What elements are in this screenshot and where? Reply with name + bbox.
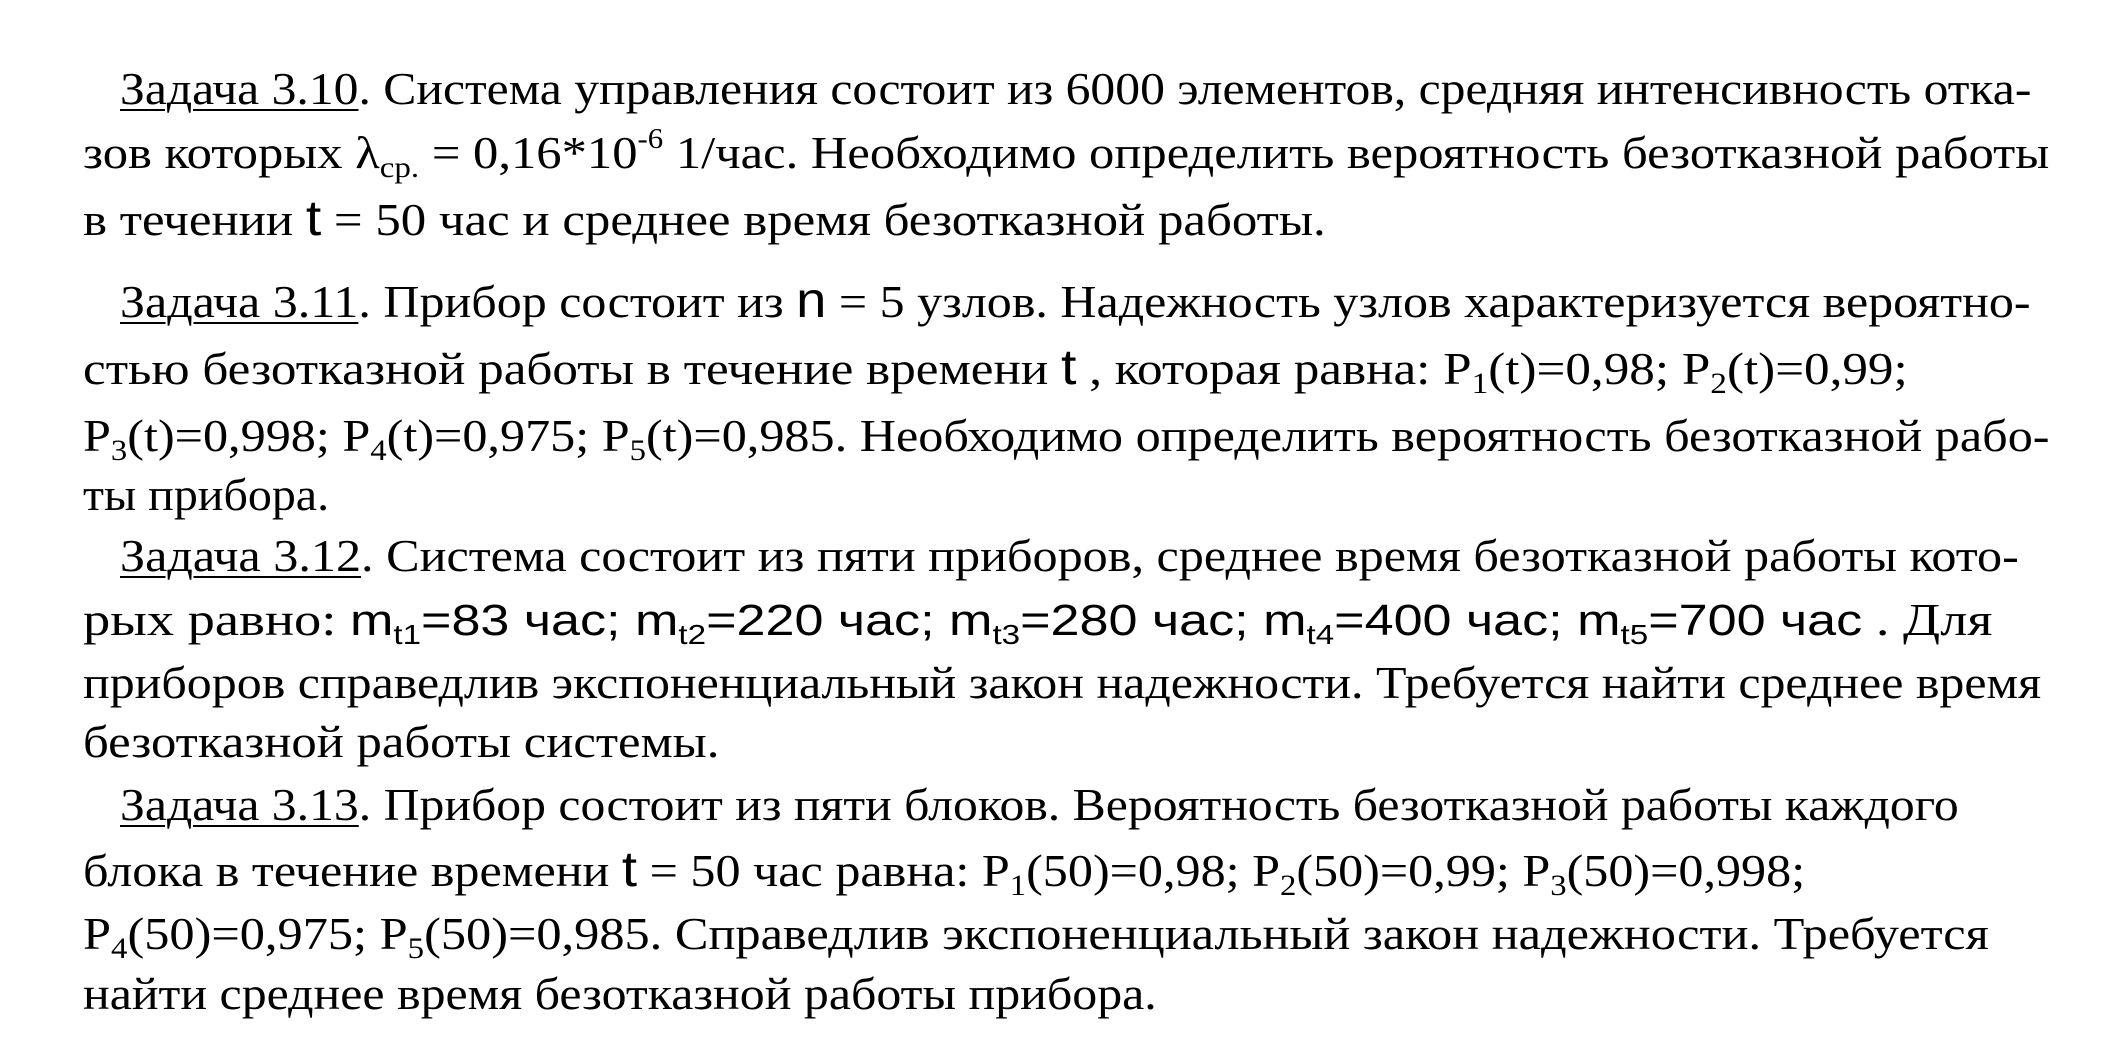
task-3-13-line-4: найти среднее время безотказной работы прибора. [83, 968, 1157, 1019]
task-3-11-line-4: ты прибора. [83, 469, 330, 520]
task-3-12-line-2: рых равно: $m_{t1}=83$ час; $m_{t2}=220$ час; $m_{t3}=280$ час; $m_{t4}=400$ час; $m_{t5}=700$ час . Для [83, 594, 1993, 650]
task-3-12-label: Задача 3.12 [120, 530, 362, 581]
task-3-10-label: Задача 3.10 [120, 63, 359, 114]
task-3-10-text: . Система управления состоит из 6000 элементов, средняя интенсивность отка- [358, 63, 2032, 114]
lambda-symbol: λ [355, 127, 380, 178]
task-3-10-line-2: зов которых $\lambda_{ср.} = 0,16*10^{-6}$ 1/час. Необходимо определить вероятность безотказной работы [83, 124, 2050, 184]
task-3-11-label: Задача 3.11 [120, 276, 359, 327]
task-3-12-line-4: безотказной работы системы. [83, 716, 720, 767]
variable-t: t [621, 841, 638, 897]
task-3-11-line-1: Задача 3.11. Прибор состоит из n = 5 узлов. Надежность узлов характеризуется вероятно- [120, 272, 2031, 328]
variable-t: t [1061, 339, 1077, 395]
task-3-11-line-3: $P_3(t)=0,998$; $P_4(t)=0,975$; $P_5(t)=0,985$. Необходимо определить вероятность безотказной рабо- [83, 410, 2050, 467]
task-3-13-line-2: блока в течение времени t = 50 час равна: $P_1(50)=0,98$; $P_2(50)=0,99$; $P_3(50)=0,998$; [83, 841, 1806, 902]
task-3-11-line-2: стью безотказной работы в течение времени t , которая равна: $P_1(t)=0,98$; $P_2(t)=0,99$; [83, 339, 1908, 400]
variable-t: t [305, 190, 322, 246]
mean-time-values: $m_{t1}=83$ час; $m_{t2}=220$ час; $m_{t3}=280$ час; $m_{t4}=400$ час; $m_{t5}=700$ час [349, 596, 1863, 650]
task-3-13-line-1: Задача 3.13. Прибор состоит из пяти блоков. Вероятность безотказной работы каждого [120, 779, 1959, 830]
task-3-10-line-1 [120, 62, 2031, 116]
task-3-13-line-3: $P_4(50)=0,975$; $P_5(50)=0,985$. Справедлив экспоненциальный закон надежности. Требуется [83, 908, 1989, 965]
variable-n: n [796, 272, 827, 328]
task-3-12-line-3: приборов справедлив экспоненциальный закон надежности. Требуется найти среднее время [83, 657, 2042, 708]
task-3-12-line-1: Задача 3.12. Система состоит из пяти приборов, среднее время безотказной работы кото- [120, 530, 2019, 581]
task-3-13-label: Задача 3.13 [120, 779, 359, 830]
task-3-10-line-3: в течении t = 50 час и среднее время безотказной работы. [83, 190, 1326, 246]
